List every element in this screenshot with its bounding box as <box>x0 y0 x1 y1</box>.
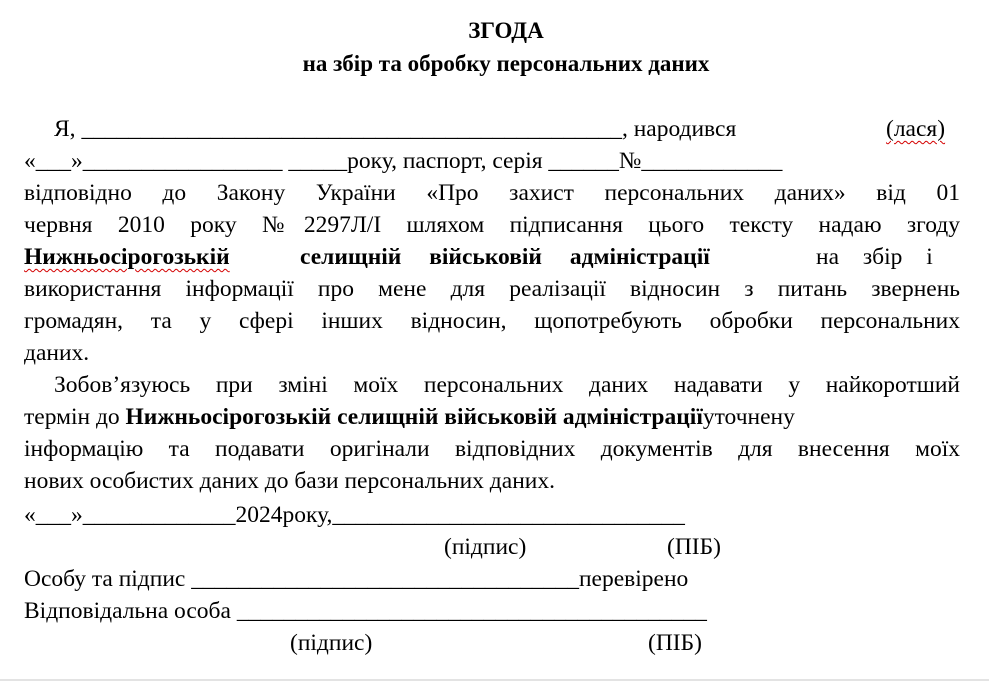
signature-label-1: (підпис) <box>444 534 527 560</box>
p2-updated: уточнену <box>702 404 795 430</box>
p1-line-1 <box>24 113 960 145</box>
document-subtitle: на збір та обробку персональних даних <box>302 51 710 76</box>
p2-line-2 <box>24 401 960 433</box>
p1-born: , народився <box>621 116 737 142</box>
p1-line-7: громадян, та у сфері інших відносин, щопотребують обробки персональних <box>24 308 960 334</box>
name-label-2: (ПІБ) <box>648 630 702 656</box>
verified-blank: _________________________________ <box>191 566 579 592</box>
p1-intro: Я, <box>54 116 82 142</box>
verified-line <box>24 563 960 595</box>
p1-born-suffix: (лася) <box>886 116 946 142</box>
responsible-blank: ________________________________________ <box>236 598 707 624</box>
p1-line-6: використання інформації про мене для реалізації відносин з питань звернень <box>24 276 960 302</box>
responsible-label: Відповідальна особа <box>24 598 237 624</box>
p1-consent-end: на збір і <box>816 244 933 270</box>
org-name-part2: селищній військовій адміністрації <box>300 244 710 270</box>
responsible-line <box>24 595 960 627</box>
verified-word: перевірено <box>578 566 689 592</box>
date-signature-line: «___»_____________2024року,______________________________ <box>24 502 685 528</box>
p2-line-3: інформацію та подавати оригінали відповідних документів для внесення моїх <box>24 436 960 462</box>
p2-term: термін до <box>24 404 126 430</box>
p1-line-2: «___»_________________ _____року, паспорт, серія ______№____________ <box>24 148 783 174</box>
p1-line-3: відповідно до Закону України «Про захист персональних даних» від 01 <box>24 180 960 206</box>
name-blank: ______________________________________________ <box>81 116 622 142</box>
p1-line-8: даних. <box>24 340 90 366</box>
name-label-1: (ПІБ) <box>667 534 721 560</box>
signature-label-2: (підпис) <box>290 630 373 656</box>
org-name-part1: Нижньосірогозькій <box>24 244 230 270</box>
verified-label: Особу та підпис <box>24 566 192 592</box>
p2-line-4: нових особистих даних до бази персональних даних. <box>24 468 555 494</box>
org-name-inline: Нижньосірогозькій селищній військовій адміністрації <box>125 404 703 430</box>
p2-line-1: Зобов’язуюсь при зміні моїх персональних даних надавати у найкоротший <box>54 372 960 398</box>
document-title: ЗГОДА <box>468 18 544 43</box>
p1-line-4: червня 2010 року №2297Л/І шляхом підписання цього тексту надаю згоду <box>24 212 960 238</box>
